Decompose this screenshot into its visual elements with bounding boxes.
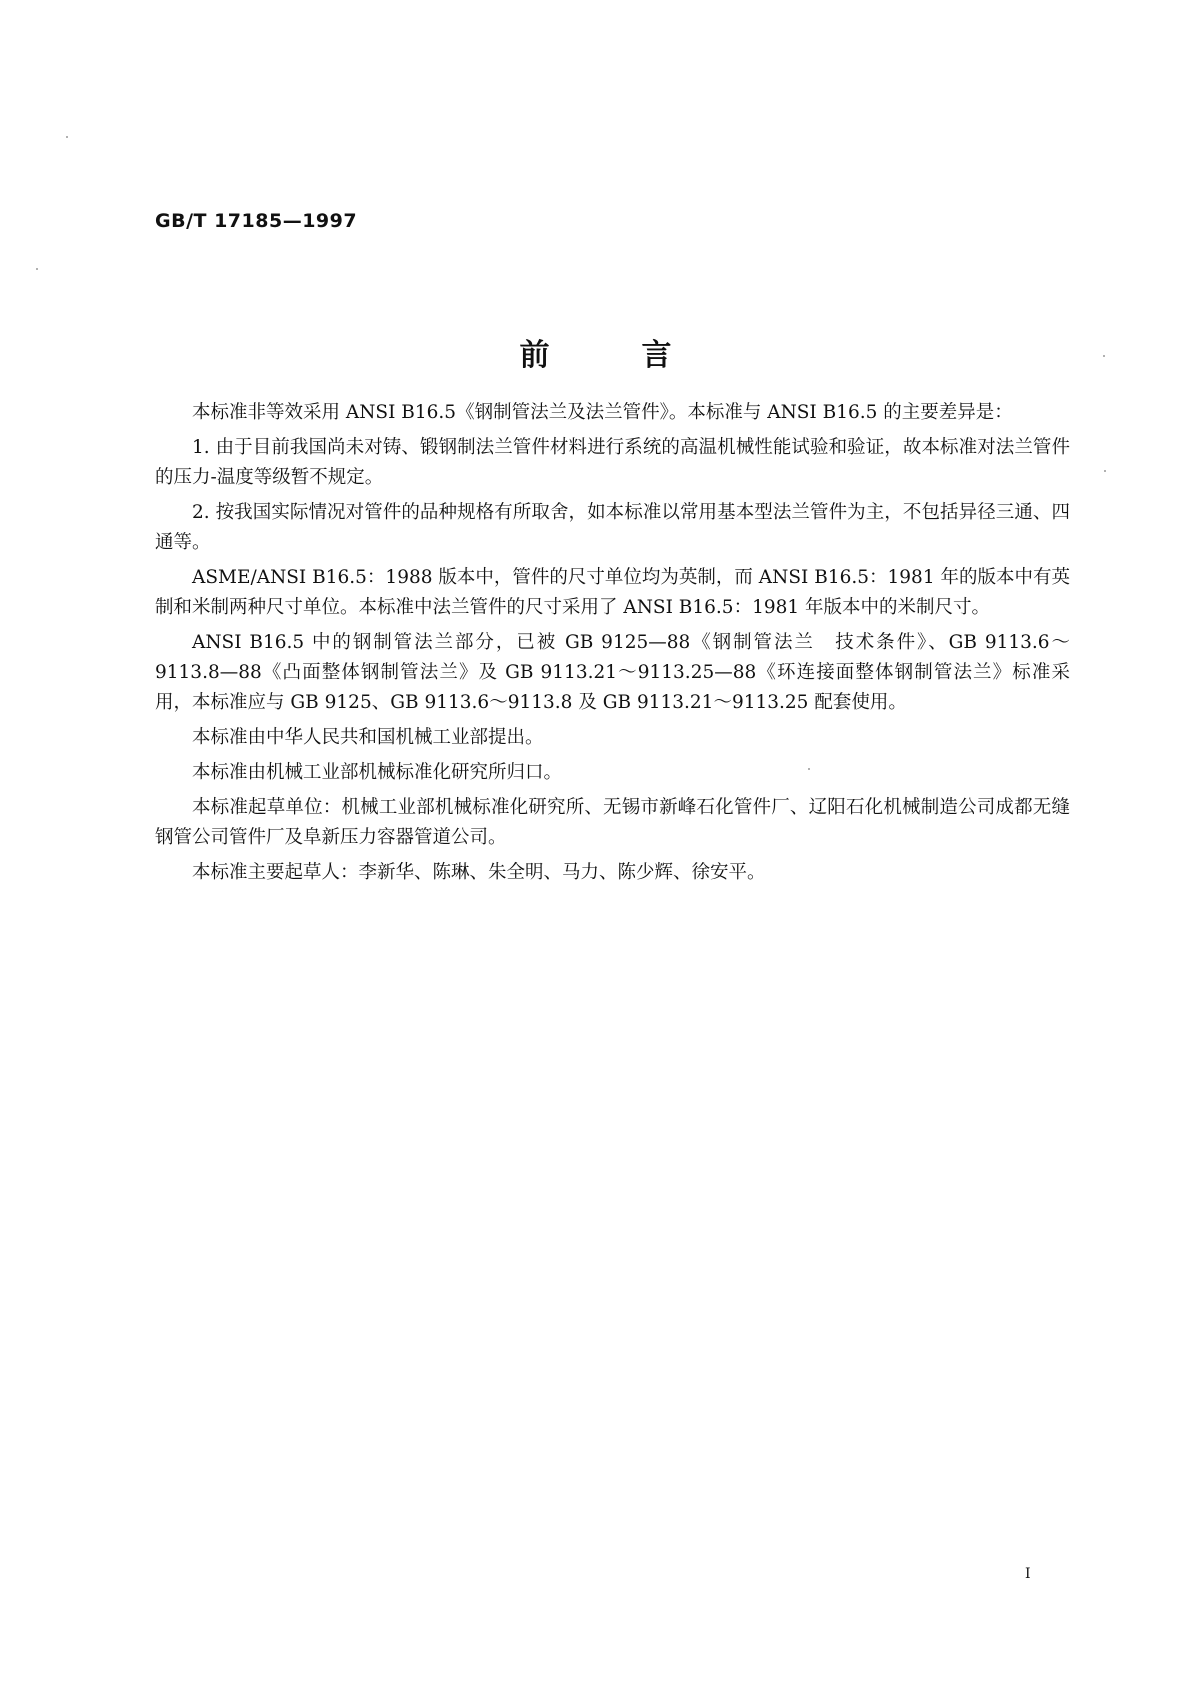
paragraph-difference-1: 1. 由于目前我国尚未对铸、锻钢制法兰管件材料进行系统的高温机械性能试验和验证，故本标准对法兰管件的压力-温度等级暂不规定。 <box>155 437 1070 488</box>
paragraph-drafters: 本标准主要起草人：李新华、陈琳、朱全明、马力、陈少辉、徐安平。 <box>192 862 766 883</box>
scan-speck <box>36 268 38 270</box>
page-number: I <box>1025 1566 1031 1582</box>
scan-speck <box>808 768 810 770</box>
paragraph-proposer: 本标准由中华人民共和国机械工业部提出。 <box>192 727 544 748</box>
paragraph-administrator: 本标准由机械工业部机械标准化研究所归口。 <box>192 762 563 783</box>
page-title: 前言 <box>519 338 764 373</box>
paragraph-difference-2: 2. 按我国实际情况对管件的品种规格有所取舍，如本标准以常用基本型法兰管件为主，不包括异径三通、四通等。 <box>155 502 1070 553</box>
scan-speck <box>1104 470 1106 472</box>
paragraph-related-standards: ANSI B16.5 中的钢制管法兰部分，已被 GB 9125—88《钢制管法兰 技术条件》、GB 9113.6～9113.8—88《凸面整体钢制管法兰》及 GB 9113.21～9113.25—88《环连接面整体钢制管法兰》标准采用，本标准应与 GB 9125、GB 9113.6～9113.8 及 GB 9113.21～9113.25 配套使用。 <box>155 632 1070 713</box>
foreword-body <box>155 398 1070 893</box>
standard-code: GB/T 17185—1997 <box>155 210 358 232</box>
scan-speck <box>1103 355 1105 357</box>
paragraph-intro: 本标准非等效采用 ANSI B16.5《钢制管法兰及法兰管件》。本标准与 ANSI B16.5 的主要差异是： <box>192 402 1013 423</box>
paragraph-drafting-units: 本标准起草单位：机械工业部机械标准化研究所、无锡市新峰石化管件厂、辽阳石化机械制造公司成都无缝钢管公司管件厂及阜新压力容器管道公司。 <box>155 797 1070 848</box>
scan-speck <box>66 136 68 138</box>
paragraph-units: ASME/ANSI B16.5：1988 版本中，管件的尺寸单位均为英制，而 ANSI B16.5：1981 年的版本中有英制和米制两种尺寸单位。本标准中法兰管件的尺寸采用了 ANSI B16.5：1981 年版本中的米制尺寸。 <box>155 567 1070 618</box>
